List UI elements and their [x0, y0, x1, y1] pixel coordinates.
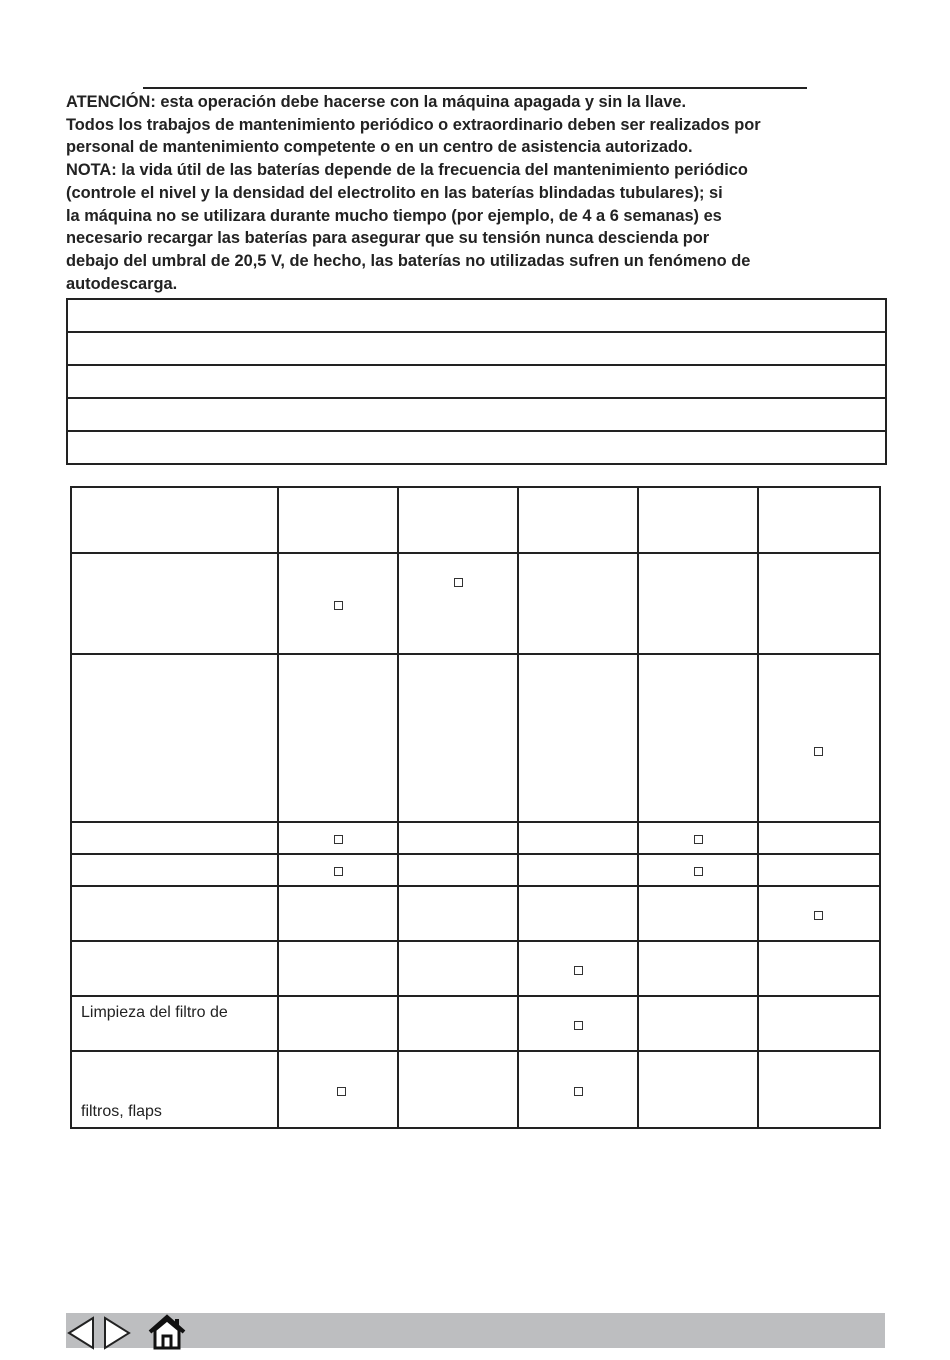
- triangle-right-icon: [102, 1316, 132, 1350]
- table-cell: [278, 553, 398, 654]
- table-cell: [638, 822, 758, 854]
- header-cell: [398, 487, 518, 553]
- attention-text: ATENCIÓN: esta operación debe hacerse con la máquina apagada y sin la llave.: [66, 93, 687, 111]
- table-cell: [278, 1051, 398, 1128]
- table-cell: [638, 854, 758, 886]
- checkbox-mark: [334, 835, 343, 844]
- maintenance-text-2: personal de mantenimiento competente o en un centro de asistencia autorizado.: [66, 138, 693, 157]
- table-cell: [518, 553, 638, 654]
- note-text-4: necesario recargar las baterías para asegurar que su tensión nunca descienda por: [66, 229, 710, 248]
- table-cell: [398, 996, 518, 1051]
- table-row: [71, 941, 880, 996]
- table-cell: [758, 822, 880, 854]
- table-row: [71, 822, 880, 854]
- note-text-3: la máquina no se utilizara durante mucho tiempo (por ejemplo, de 4 a 6 semanas) es: [66, 206, 722, 225]
- table-cell: [398, 822, 518, 854]
- table-cell: [71, 886, 278, 941]
- checkbox-mark: [454, 578, 463, 587]
- table-cell: [71, 941, 278, 996]
- table-cell: [398, 886, 518, 941]
- home-icon: [147, 1314, 187, 1350]
- checkbox-mark: [574, 1087, 583, 1096]
- info-row: [68, 300, 885, 333]
- table-cell: [278, 854, 398, 886]
- footer-bar: [66, 1313, 885, 1348]
- table-cell: [758, 553, 880, 654]
- table-cell: [71, 654, 278, 822]
- table-row: [71, 1051, 880, 1128]
- info-row: [68, 366, 885, 399]
- table-cell: [278, 886, 398, 941]
- table-cell: [518, 996, 638, 1051]
- table-row: [71, 854, 880, 886]
- note-text-2: (controle el nivel y la densidad del electrolito en las baterías blindadas tubulares); si: [66, 183, 723, 202]
- checkbox-mark: [334, 601, 343, 610]
- checkbox-mark: [334, 867, 343, 876]
- home-button[interactable]: [147, 1314, 187, 1350]
- table-cell: [758, 1051, 880, 1128]
- triangle-left-icon: [66, 1316, 96, 1350]
- table-cell: [518, 854, 638, 886]
- info-row: [68, 399, 885, 432]
- header-cell: [758, 487, 880, 553]
- table-cell: [71, 996, 278, 1051]
- table-cell: [758, 886, 880, 941]
- checkbox-mark: [574, 1021, 583, 1030]
- table-cell: [518, 941, 638, 996]
- note-text-5: debajo del umbral de 20,5 V, de hecho, las baterías no utilizadas sufren un fenómeno de: [66, 251, 751, 270]
- table-cell: [398, 854, 518, 886]
- table-cell: [638, 553, 758, 654]
- table-cell: [398, 654, 518, 822]
- checkbox-mark: [337, 1087, 346, 1096]
- filter-cleaning-label: Limpieza del filtro de: [81, 1004, 228, 1021]
- header-cell: [278, 487, 398, 553]
- table-cell: [71, 854, 278, 886]
- table-cell: [398, 941, 518, 996]
- table-cell: [758, 996, 880, 1051]
- table-cell: [638, 941, 758, 996]
- checkbox-mark: [814, 747, 823, 756]
- checkbox-mark: [694, 867, 703, 876]
- table-row: [71, 553, 880, 654]
- table-cell: [638, 1051, 758, 1128]
- previous-page-button[interactable]: [66, 1316, 96, 1350]
- table-cell: [71, 1051, 278, 1128]
- note-text-6: autodescarga.: [66, 274, 178, 293]
- table-cell: [278, 996, 398, 1051]
- table-cell: [278, 654, 398, 822]
- table-cell: [518, 654, 638, 822]
- table-cell: [638, 886, 758, 941]
- table-cell: [278, 941, 398, 996]
- header-cell: [518, 487, 638, 553]
- next-page-button[interactable]: [102, 1316, 132, 1350]
- table-row: [71, 996, 880, 1051]
- table-cell: [71, 553, 278, 654]
- table-cell: [638, 654, 758, 822]
- maintenance-schedule-table: [70, 486, 881, 1129]
- header-cell: [71, 487, 278, 553]
- maintenance-text-1: Todos los trabajos de mantenimiento periódico o extraordinario deben ser realizados por: [66, 115, 761, 134]
- table-cell: [398, 1051, 518, 1128]
- table-row: [71, 654, 880, 822]
- table-cell: [278, 822, 398, 854]
- table-row: [71, 886, 880, 941]
- checkbox-mark: [574, 966, 583, 975]
- top-rule: [143, 87, 807, 89]
- checkbox-mark: [814, 911, 823, 920]
- table-cell: [758, 654, 880, 822]
- table-cell: [518, 886, 638, 941]
- table-cell: [71, 822, 278, 854]
- table-cell: [518, 1051, 638, 1128]
- info-row: [68, 333, 885, 366]
- info-row: [68, 432, 885, 463]
- warning-block: [66, 91, 886, 295]
- table-cell: [398, 553, 518, 654]
- checkbox-mark: [694, 835, 703, 844]
- table-cell: [758, 941, 880, 996]
- empty-info-box: [66, 298, 887, 465]
- table-cell: [638, 996, 758, 1051]
- filters-flaps-label: filtros, flaps: [81, 1103, 162, 1120]
- table-header-row: [71, 487, 880, 553]
- header-cell: [638, 487, 758, 553]
- note-text-1: NOTA: la vida útil de las baterías depende de la frecuencia del mantenimiento periódico: [66, 161, 748, 180]
- table-cell: [758, 854, 880, 886]
- table-cell: [518, 822, 638, 854]
